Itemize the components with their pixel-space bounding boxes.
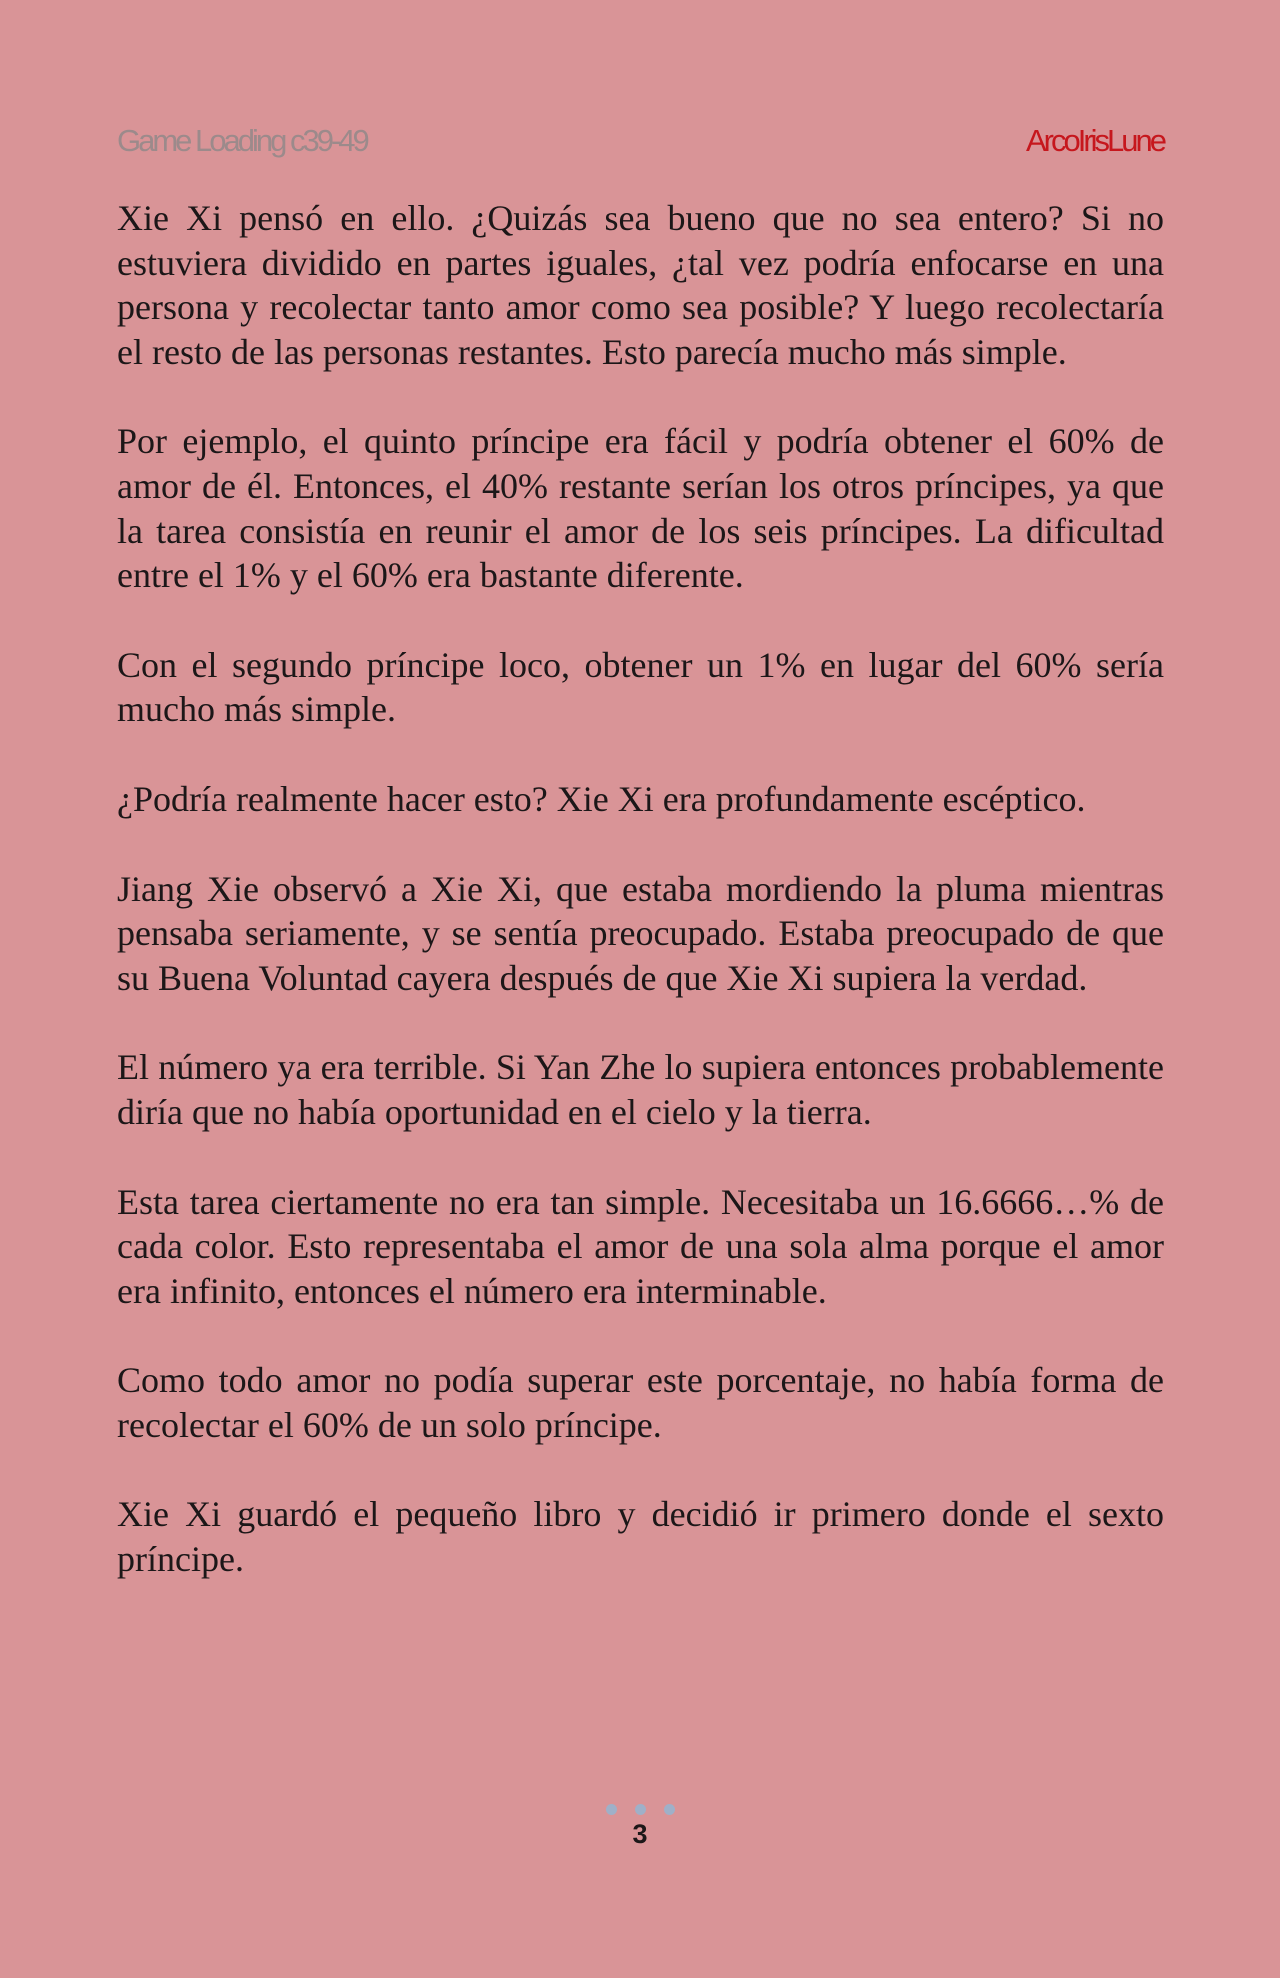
page-number: 3 — [632, 1819, 648, 1849]
page-ornament-dots — [0, 1804, 1280, 1815]
paragraph: Esta tarea ciertamente no era tan simple. Necesitaba un 16.6666…% de cada color. Esto representaba el amor de una sola alma porque el amor era infinito, entonces el número era interminable. — [117, 1181, 1164, 1311]
paragraph: Xie Xi pensó en ello. ¿Quizás sea bueno que no sea entero? Si no estuviera dividido en partes iguales, ¿tal vez podría enfocarse en una persona y recolectar tanto amor como sea posible? Y luego recolectaría el resto de las personas restantes. Esto parecía mucho más simple. — [117, 198, 1164, 372]
paragraph: Jiang Xie observó a Xie Xi, que estaba mordiendo la pluma mientras pensaba seriamente, y se sentía preocupado. Estaba preocupado de que su Buena Voluntad cayera después de que Xie Xi supiera la verdad. — [117, 868, 1164, 998]
page-header — [117, 118, 1164, 164]
page-body — [117, 196, 1164, 1582]
paragraph: Con el segundo príncipe loco, obtener un 1% en lugar del 60% sería mucho más simple. — [117, 644, 1164, 730]
paragraph: Como todo amor no podía superar este porcentaje, no había forma de recolectar el 60% de un solo príncipe. — [117, 1360, 1164, 1445]
paragraph: Xie Xi guardó el pequeño libro y decidió ir primero donde el sexto príncipe. — [117, 1494, 1164, 1580]
paragraph: ¿Podría realmente hacer esto? Xie Xi era profundamente escéptico. — [117, 778, 1086, 819]
paragraph: Por ejemplo, el quinto príncipe era fácil y podría obtener el 60% de amor de él. Entonces, el 40% restante serían los otros príncipes, ya que la tarea consistía en reunir el amor de los seis príncipes. La dificultad entre el 1% y el 60% era bastante diferente. — [117, 421, 1164, 596]
paragraph: El número ya era terrible. Si Yan Zhe lo supiera entonces probablemente diría que no había oportunidad en el cielo y la tierra. — [117, 1047, 1164, 1132]
dot-icon — [664, 1804, 675, 1815]
dot-icon — [606, 1804, 617, 1815]
book-title: Game Loading c39-49 — [117, 123, 367, 158]
translator-name: ArcoIrisLune — [1025, 123, 1164, 158]
dot-icon — [635, 1804, 646, 1815]
